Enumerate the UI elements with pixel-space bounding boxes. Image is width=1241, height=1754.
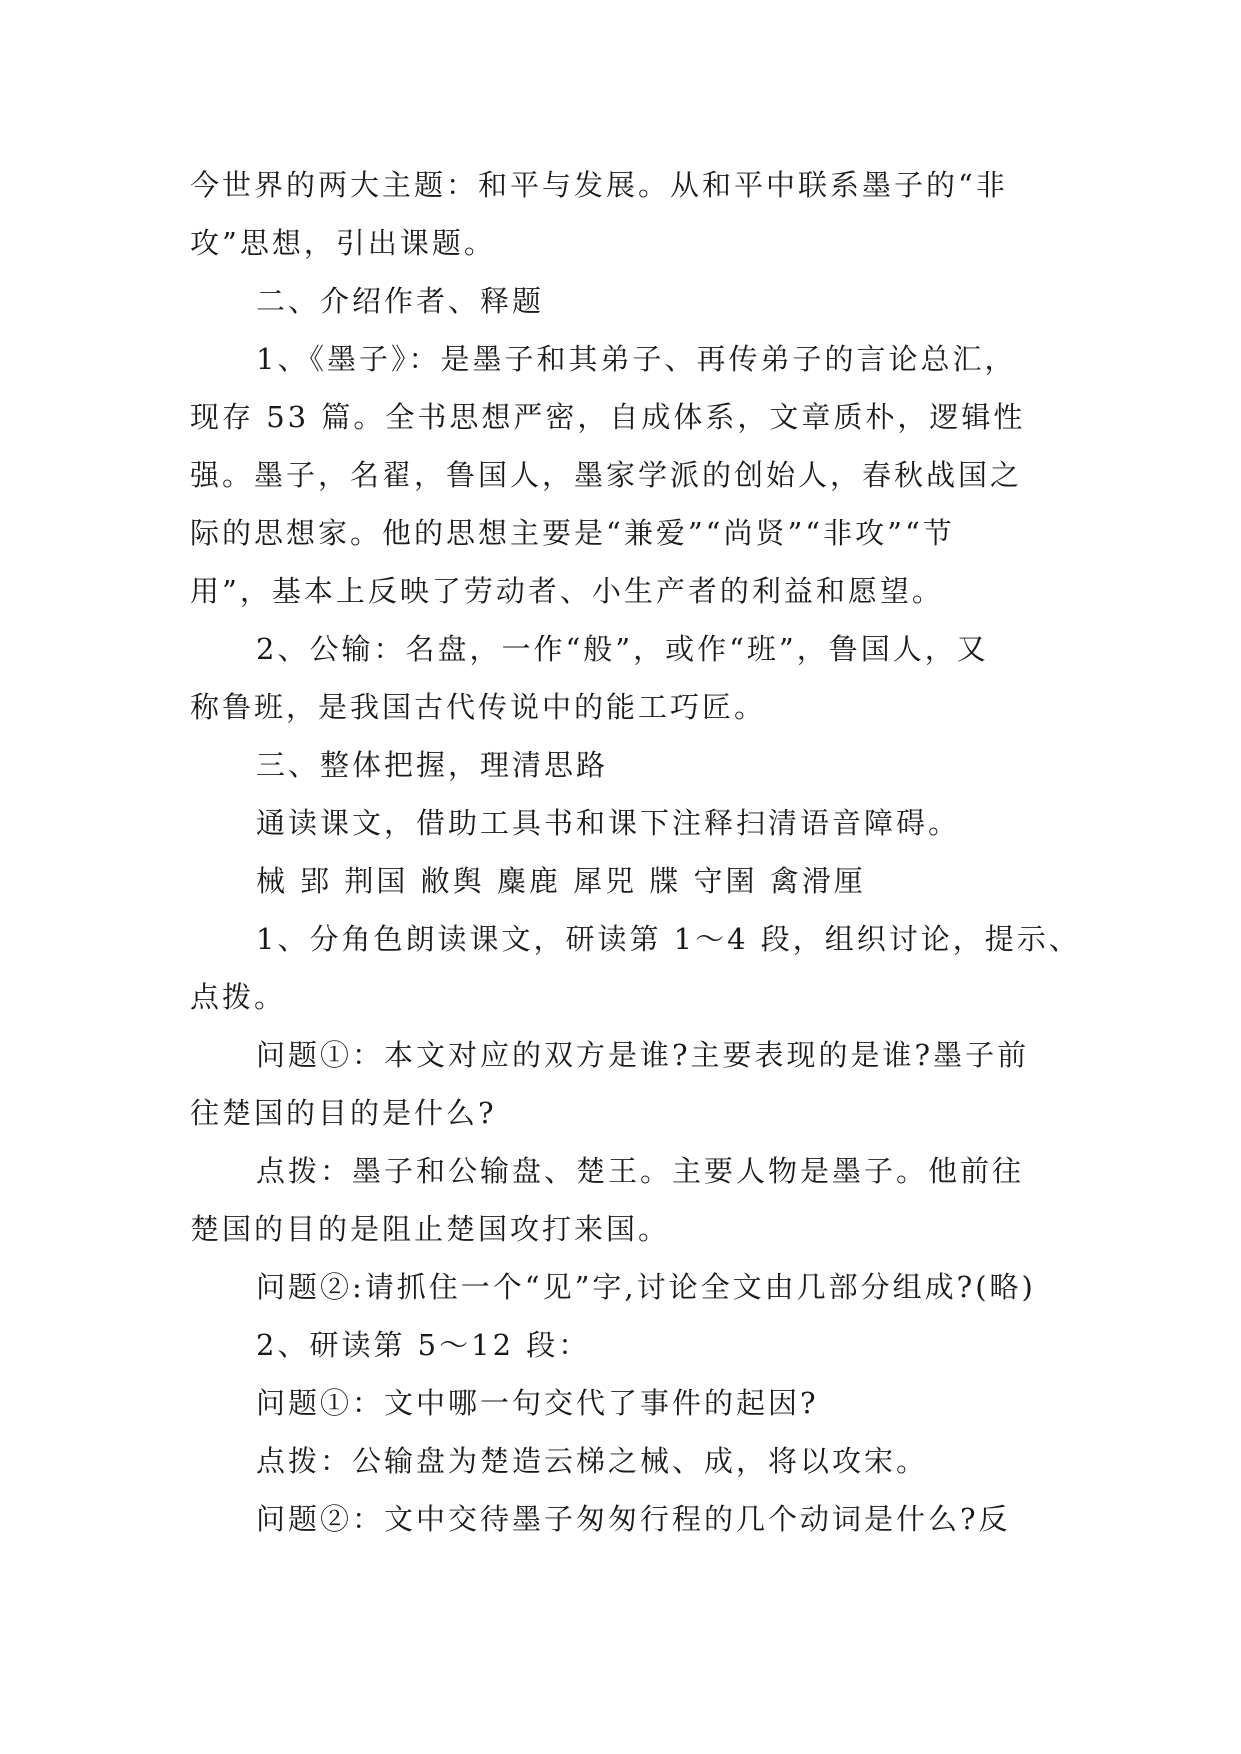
question-line: 问题②:请抓住一个“见”字,讨论全文由几部分组成?(略) <box>256 1270 1036 1304</box>
text-line: 1、《墨子》：是墨子和其弟子、再传弟子的言论总汇， <box>256 342 1017 376</box>
text-line: 1、分角色朗读课文，研读第 1～4 段，组织讨论，提示、 <box>256 922 1081 956</box>
text-line: 际的思想家。他的思想主要是“兼爱”“尚贤”“非攻”“节 <box>190 516 955 550</box>
answer-line: 点拨：墨子和公输盘、楚王。主要人物是墨子。他前往 <box>256 1154 1025 1188</box>
text-line: 点拨。 <box>190 980 287 1014</box>
section-heading: 二、介绍作者、释题 <box>256 284 545 318</box>
answer-line: 点拨：公输盘为楚造云梯之械、成，将以攻宋。 <box>256 1444 929 1478</box>
section-heading: 三、整体把握，理清思路 <box>256 748 609 782</box>
question-line: 问题②：文中交待墨子匆匆行程的几个动词是什么?反 <box>256 1502 1011 1536</box>
question-line: 问题①：文中哪一句交代了事件的起因? <box>256 1386 819 1420</box>
text-line: 往楚国的目的是什么? <box>190 1096 497 1130</box>
text-line: 称鲁班，是我国古代传说中的能工巧匠。 <box>190 690 767 724</box>
question-line: 问题①：本文对应的双方是谁?主要表现的是谁?墨子前 <box>256 1038 1030 1072</box>
text-line: 2、研读第 5～12 段： <box>256 1328 591 1362</box>
text-line: 现存 53 篇。全书思想严密，自成体系，文章质朴，逻辑性 <box>190 400 1026 434</box>
document-body <box>190 156 1081 1548</box>
text-line: 用”，基本上反映了劳动者、小生产者的利益和愿望。 <box>190 574 944 608</box>
vocabulary-line: 械 郢 荆国 敝舆 麋鹿 犀兕 牒 守圉 禽滑厘 <box>256 864 866 898</box>
text-line: 楚国的目的是阻止楚国攻打来国。 <box>190 1212 671 1246</box>
text-line: 强。墨子，名翟，鲁国人，墨家学派的创始人，春秋战国之 <box>190 458 1023 492</box>
text-line: 今世界的两大主题：和平与发展。从和平中联系墨子的“非 <box>190 168 1008 202</box>
text-line: 攻”思想，引出课题。 <box>190 226 496 260</box>
text-line: 2、公输：名盘，一作“般”，或作“班”，鲁国人，又 <box>256 632 989 666</box>
text-line: 通读课文，借助工具书和课下注释扫清语音障碍。 <box>256 806 961 840</box>
